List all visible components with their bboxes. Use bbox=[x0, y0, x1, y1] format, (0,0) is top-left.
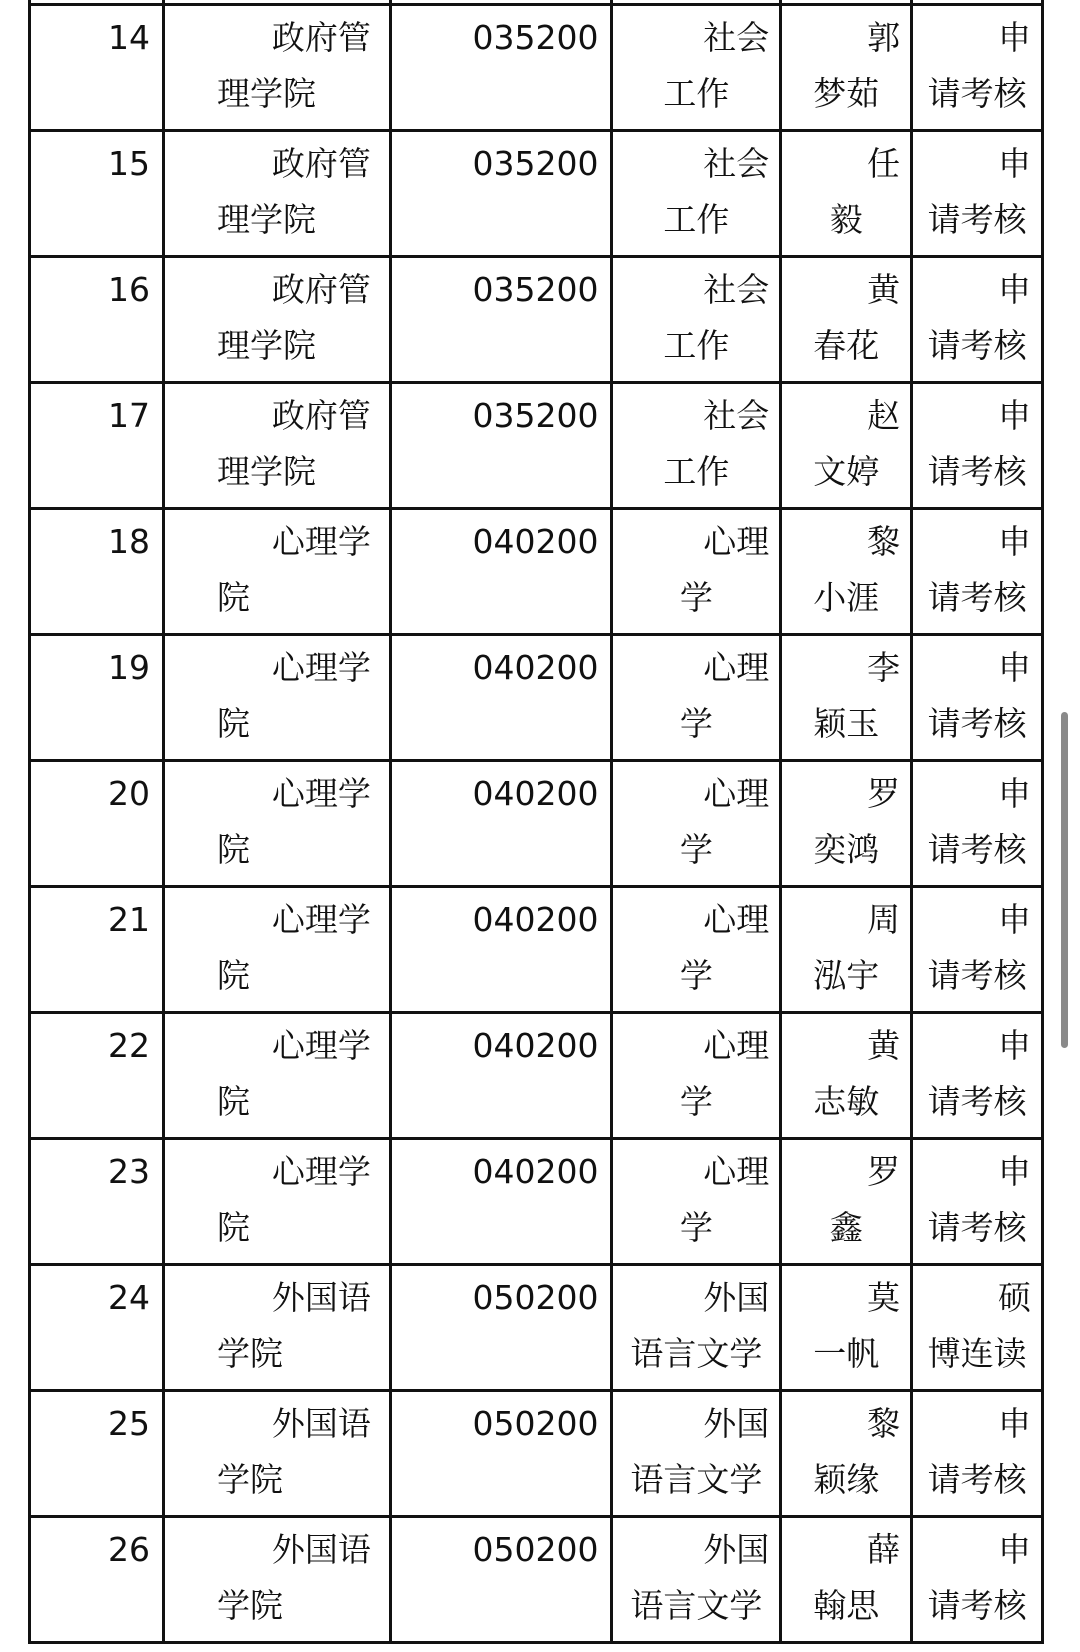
college-line-2: 院 bbox=[217, 956, 250, 995]
type-line-1: 硕 bbox=[998, 1278, 1031, 1317]
college-cell bbox=[164, 1013, 391, 1139]
name-line-2: 颖缘 bbox=[813, 1460, 880, 1499]
college-line-1: 外国语 bbox=[271, 1530, 371, 1569]
college-line-1: 心理学 bbox=[271, 1152, 371, 1191]
type-line-2: 请考核 bbox=[927, 830, 1027, 869]
major-code: 035200 bbox=[390, 131, 612, 257]
major-line-2: 语言文学 bbox=[630, 1586, 763, 1625]
name-line-1: 薛 bbox=[867, 1530, 901, 1569]
major-code: 040200 bbox=[390, 635, 612, 761]
name-cell bbox=[781, 1391, 912, 1517]
major-line-2: 工作 bbox=[663, 452, 730, 491]
table-row bbox=[30, 509, 1043, 635]
college-line-1: 政府管 bbox=[271, 396, 371, 435]
major-code: 040200 bbox=[390, 509, 612, 635]
major-cell bbox=[612, 635, 781, 761]
college-line-1: 政府管 bbox=[271, 18, 371, 57]
row-number: 26 bbox=[30, 1517, 164, 1643]
name-line-1: 郭 bbox=[867, 18, 901, 57]
college-line-1: 心理学 bbox=[271, 522, 371, 561]
major-code: 050200 bbox=[390, 1517, 612, 1643]
major-line-2: 学 bbox=[679, 956, 713, 995]
row-number: 18 bbox=[30, 509, 164, 635]
admission-type-cell bbox=[912, 887, 1043, 1013]
name-line-1: 罗 bbox=[867, 1152, 901, 1191]
major-code: 050200 bbox=[390, 1265, 612, 1391]
name-line-1: 莫 bbox=[867, 1278, 901, 1317]
row-number: 25 bbox=[30, 1391, 164, 1517]
college-cell bbox=[164, 1391, 391, 1517]
name-cell bbox=[781, 257, 912, 383]
admission-type-cell bbox=[912, 5, 1043, 131]
college-line-2: 院 bbox=[217, 830, 250, 869]
name-cell bbox=[781, 509, 912, 635]
major-code: 040200 bbox=[390, 761, 612, 887]
major-line-1: 外国 bbox=[703, 1404, 770, 1443]
college-line-1: 心理学 bbox=[271, 1026, 371, 1065]
college-cell bbox=[164, 1139, 391, 1265]
table-row bbox=[30, 257, 1043, 383]
type-line-2: 请考核 bbox=[927, 1586, 1027, 1625]
name-line-1: 任 bbox=[867, 144, 901, 183]
college-cell bbox=[164, 887, 391, 1013]
vertical-scrollbar[interactable] bbox=[1061, 712, 1068, 1048]
major-cell bbox=[612, 383, 781, 509]
major-line-2: 学 bbox=[679, 1208, 713, 1247]
major-cell bbox=[612, 1013, 781, 1139]
college-cell bbox=[164, 383, 391, 509]
college-line-1: 心理学 bbox=[271, 648, 371, 687]
row-number: 19 bbox=[30, 635, 164, 761]
major-line-2: 语言文学 bbox=[630, 1334, 763, 1373]
row-number: 20 bbox=[30, 761, 164, 887]
name-line-2: 春花 bbox=[813, 326, 880, 365]
type-line-1: 申 bbox=[998, 522, 1031, 561]
row-number: 24 bbox=[30, 1265, 164, 1391]
college-line-1: 政府管 bbox=[271, 144, 371, 183]
college-line-2: 院 bbox=[217, 1082, 250, 1121]
major-line-1: 心理 bbox=[703, 648, 770, 687]
admission-type-cell bbox=[912, 509, 1043, 635]
name-cell bbox=[781, 761, 912, 887]
major-line-2: 工作 bbox=[663, 74, 730, 113]
name-line-2: 梦茹 bbox=[813, 74, 880, 113]
name-line-2: 文婷 bbox=[813, 452, 880, 491]
type-line-1: 申 bbox=[998, 1404, 1031, 1443]
major-line-1: 心理 bbox=[703, 774, 770, 813]
admission-type-cell bbox=[912, 1013, 1043, 1139]
major-line-1: 社会 bbox=[703, 144, 770, 183]
row-number: 22 bbox=[30, 1013, 164, 1139]
type-line-2: 请考核 bbox=[927, 1082, 1027, 1121]
college-line-2: 理学院 bbox=[217, 200, 316, 239]
name-line-1: 赵 bbox=[867, 396, 901, 435]
admission-type-cell bbox=[912, 1391, 1043, 1517]
row-number: 21 bbox=[30, 887, 164, 1013]
type-line-2: 请考核 bbox=[927, 704, 1027, 743]
college-cell bbox=[164, 635, 391, 761]
name-line-2: 翰思 bbox=[813, 1586, 880, 1625]
admission-type-cell bbox=[912, 383, 1043, 509]
table-row bbox=[30, 635, 1043, 761]
college-cell bbox=[164, 509, 391, 635]
table-row bbox=[30, 1517, 1043, 1643]
major-code: 035200 bbox=[390, 257, 612, 383]
major-cell bbox=[612, 887, 781, 1013]
major-code: 050200 bbox=[390, 1391, 612, 1517]
major-line-1: 外国 bbox=[703, 1530, 770, 1569]
table-row bbox=[30, 5, 1043, 131]
name-cell bbox=[781, 635, 912, 761]
major-code: 040200 bbox=[390, 887, 612, 1013]
admission-type-cell bbox=[912, 1139, 1043, 1265]
name-cell bbox=[781, 1013, 912, 1139]
row-number: 15 bbox=[30, 131, 164, 257]
name-cell bbox=[781, 383, 912, 509]
name-line-2: 奕鸿 bbox=[813, 830, 880, 869]
college-cell bbox=[164, 1265, 391, 1391]
name-cell bbox=[781, 131, 912, 257]
major-code: 035200 bbox=[390, 5, 612, 131]
type-line-2: 博连读 bbox=[927, 1334, 1027, 1373]
name-line-1: 罗 bbox=[867, 774, 901, 813]
table-row bbox=[30, 383, 1043, 509]
major-code: 035200 bbox=[390, 383, 612, 509]
type-line-2: 请考核 bbox=[927, 326, 1027, 365]
type-line-1: 申 bbox=[998, 1152, 1031, 1191]
type-line-1: 申 bbox=[998, 18, 1031, 57]
major-line-2: 学 bbox=[679, 1082, 713, 1121]
major-cell bbox=[612, 5, 781, 131]
major-cell bbox=[612, 761, 781, 887]
name-line-1: 黄 bbox=[867, 1026, 901, 1065]
admission-type-cell bbox=[912, 761, 1043, 887]
name-line-2: 毅 bbox=[829, 200, 863, 239]
name-line-2: 一帆 bbox=[813, 1334, 880, 1373]
major-cell bbox=[612, 1391, 781, 1517]
table-row bbox=[30, 131, 1043, 257]
type-line-1: 申 bbox=[998, 396, 1031, 435]
college-line-2: 学院 bbox=[217, 1460, 283, 1499]
major-cell bbox=[612, 1139, 781, 1265]
major-code: 040200 bbox=[390, 1013, 612, 1139]
major-line-2: 学 bbox=[679, 704, 713, 743]
major-line-2: 工作 bbox=[663, 326, 730, 365]
admission-type-cell bbox=[912, 1265, 1043, 1391]
type-line-2: 请考核 bbox=[927, 74, 1027, 113]
name-line-2: 泓宇 bbox=[813, 956, 880, 995]
college-line-1: 心理学 bbox=[271, 774, 371, 813]
type-line-2: 请考核 bbox=[927, 452, 1027, 491]
major-cell bbox=[612, 131, 781, 257]
row-number: 16 bbox=[30, 257, 164, 383]
name-line-1: 黎 bbox=[867, 1404, 901, 1443]
college-line-1: 外国语 bbox=[271, 1404, 371, 1443]
college-line-2: 理学院 bbox=[217, 326, 316, 365]
admission-type-cell bbox=[912, 131, 1043, 257]
college-line-1: 外国语 bbox=[271, 1278, 371, 1317]
major-line-2: 学 bbox=[679, 830, 713, 869]
college-line-2: 理学院 bbox=[217, 74, 316, 113]
name-line-2: 志敏 bbox=[813, 1082, 880, 1121]
major-line-1: 社会 bbox=[703, 270, 770, 309]
admission-type-cell bbox=[912, 257, 1043, 383]
type-line-2: 请考核 bbox=[927, 1460, 1027, 1499]
name-line-1: 黄 bbox=[867, 270, 901, 309]
college-line-2: 学院 bbox=[217, 1586, 283, 1625]
name-cell bbox=[781, 887, 912, 1013]
major-cell bbox=[612, 509, 781, 635]
major-line-1: 社会 bbox=[703, 396, 770, 435]
major-cell bbox=[612, 1517, 781, 1643]
type-line-1: 申 bbox=[998, 774, 1031, 813]
name-line-1: 黎 bbox=[867, 522, 901, 561]
table-row bbox=[30, 1265, 1043, 1391]
college-cell bbox=[164, 131, 391, 257]
major-line-1: 外国 bbox=[703, 1278, 770, 1317]
table-row bbox=[30, 887, 1043, 1013]
type-line-2: 请考核 bbox=[927, 1208, 1027, 1247]
major-line-1: 心理 bbox=[703, 1152, 770, 1191]
name-line-2: 颖玉 bbox=[813, 704, 880, 743]
type-line-2: 请考核 bbox=[927, 578, 1027, 617]
type-line-1: 申 bbox=[998, 270, 1031, 309]
table-row bbox=[30, 1139, 1043, 1265]
college-cell bbox=[164, 5, 391, 131]
type-line-2: 请考核 bbox=[927, 200, 1027, 239]
major-line-2: 工作 bbox=[663, 200, 730, 239]
type-line-1: 申 bbox=[998, 900, 1031, 939]
row-number: 17 bbox=[30, 383, 164, 509]
row-number: 23 bbox=[30, 1139, 164, 1265]
college-line-2: 理学院 bbox=[217, 452, 316, 491]
admission-table bbox=[28, 0, 1044, 1644]
name-cell bbox=[781, 1139, 912, 1265]
college-cell bbox=[164, 761, 391, 887]
college-cell bbox=[164, 257, 391, 383]
name-line-2: 鑫 bbox=[829, 1208, 863, 1247]
major-line-1: 心理 bbox=[703, 522, 770, 561]
major-line-1: 社会 bbox=[703, 18, 770, 57]
type-line-1: 申 bbox=[998, 648, 1031, 687]
row-number: 14 bbox=[30, 5, 164, 131]
college-line-1: 政府管 bbox=[271, 270, 371, 309]
type-line-1: 申 bbox=[998, 1530, 1031, 1569]
major-line-2: 语言文学 bbox=[630, 1460, 763, 1499]
major-code: 040200 bbox=[390, 1139, 612, 1265]
name-line-1: 周 bbox=[867, 900, 901, 939]
college-line-1: 心理学 bbox=[271, 900, 371, 939]
name-line-1: 李 bbox=[867, 648, 901, 687]
college-line-2: 学院 bbox=[217, 1334, 283, 1373]
type-line-1: 申 bbox=[998, 1026, 1031, 1065]
major-cell bbox=[612, 1265, 781, 1391]
major-cell bbox=[612, 257, 781, 383]
type-line-2: 请考核 bbox=[927, 956, 1027, 995]
college-cell bbox=[164, 1517, 391, 1643]
table-row bbox=[30, 1013, 1043, 1139]
college-line-2: 院 bbox=[217, 704, 250, 743]
major-line-1: 心理 bbox=[703, 900, 770, 939]
name-line-2: 小涯 bbox=[813, 578, 880, 617]
name-cell bbox=[781, 1517, 912, 1643]
name-cell bbox=[781, 1265, 912, 1391]
admission-type-cell bbox=[912, 635, 1043, 761]
college-line-2: 院 bbox=[217, 578, 250, 617]
major-line-1: 心理 bbox=[703, 1026, 770, 1065]
name-cell bbox=[781, 5, 912, 131]
table-row bbox=[30, 1391, 1043, 1517]
table-row bbox=[30, 761, 1043, 887]
type-line-1: 申 bbox=[998, 144, 1031, 183]
major-line-2: 学 bbox=[679, 578, 713, 617]
admission-type-cell bbox=[912, 1517, 1043, 1643]
college-line-2: 院 bbox=[217, 1208, 250, 1247]
